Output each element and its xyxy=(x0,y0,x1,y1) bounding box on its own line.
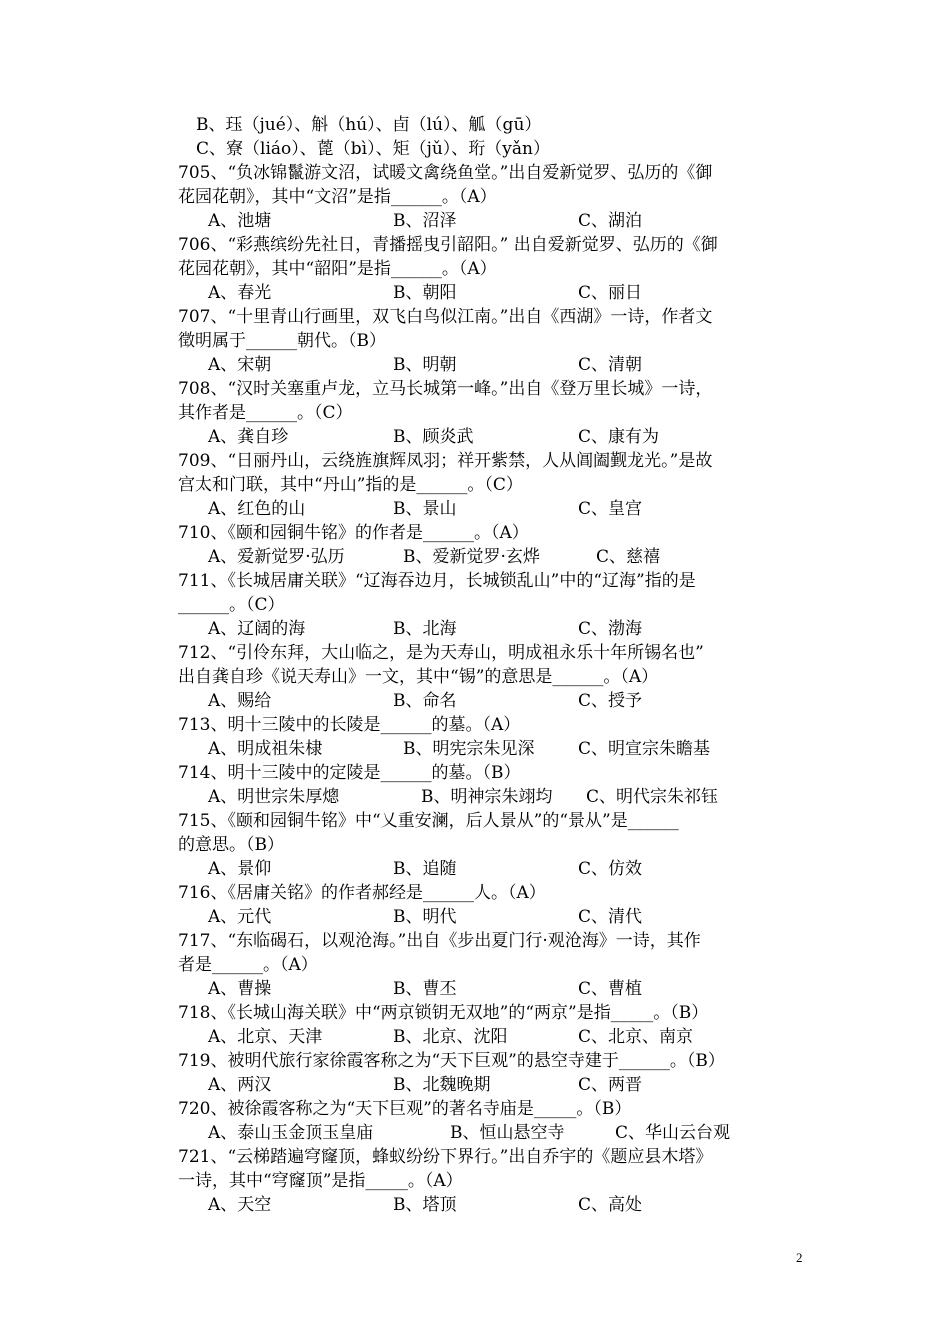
answer-options xyxy=(178,905,778,929)
question-text-continued: 一诗，其中“穹窿顶”是指_____。（A） xyxy=(178,1171,463,1191)
question-list xyxy=(178,113,778,1217)
answer-options xyxy=(178,1073,778,1097)
answer-options xyxy=(178,137,778,161)
question-text: 707、“十里青山行画里，双飞白鸟似江南。”出自《西湖》一诗，作者文 xyxy=(178,307,713,327)
answer-option: C、清朝 xyxy=(578,355,643,375)
answer-options xyxy=(178,209,778,233)
answer-options xyxy=(178,1121,778,1145)
answer-option: C、清代 xyxy=(578,907,643,927)
question-text: 721、“云梯踏遍穹窿顶，蜂蚁纷纷下界行。”出自乔宇的《题应县木塔》 xyxy=(178,1147,713,1167)
answer-options xyxy=(178,785,778,809)
answer-option: A、爱新觉罗·弘历 xyxy=(208,547,345,567)
question-text: 711、《长城居庸关联》“辽海吞边月，长城锁乱山”中的“辽海”指的是 xyxy=(178,571,696,591)
question-text-continued: 其作者是______。（C） xyxy=(178,403,353,423)
answer-option: A、宋朝 xyxy=(208,355,272,375)
question-text: 706、“彩燕缤纷先社日，青播摇曳引韶阳。” 出自爱新觉罗、弘历的《御 xyxy=(178,235,718,255)
answer-option: A、龚自珍 xyxy=(208,427,289,447)
answer-options xyxy=(178,689,778,713)
answer-option: C、渤海 xyxy=(578,619,643,639)
question-text: 718、《长城山海关联》中“两京锁钥无双地”的“两京”是指_____。（B） xyxy=(178,1003,709,1023)
answer-option: B、北海 xyxy=(393,619,457,639)
answer-option: B、北京、沈阳 xyxy=(393,1027,508,1047)
answer-option: B、朝阳 xyxy=(393,283,457,303)
answer-option: B、追随 xyxy=(393,859,457,879)
answer-options xyxy=(178,1025,778,1049)
answer-option: B、命名 xyxy=(393,691,457,711)
answer-options xyxy=(178,857,778,881)
answer-option: A、春光 xyxy=(208,283,272,303)
answer-option: C、仿效 xyxy=(578,859,643,879)
answer-option: C、华山云台观 xyxy=(615,1123,731,1143)
answer-option: B、明朝 xyxy=(393,355,457,375)
answer-option: B、沼泽 xyxy=(393,211,457,231)
answer-option: C、两晋 xyxy=(578,1075,643,1095)
answer-options xyxy=(178,497,778,521)
question-text: 708、“汉时关塞重卢龙，立马长城第一峰。”出自《登万里长城》一诗， xyxy=(178,379,713,399)
answer-option: A、两汉 xyxy=(208,1075,272,1095)
answer-option: B、珏（jué）、斛（hú）、卣（lú）、觚（gū） xyxy=(196,115,542,135)
answer-option: A、池塘 xyxy=(208,211,272,231)
answer-options xyxy=(178,281,778,305)
answer-option: B、明宪宗朱见深 xyxy=(403,739,535,759)
question-text-continued: 花园花朝》，其中“文沼”是指______。（A） xyxy=(178,187,497,207)
answer-option: C、明代宗朱祁钰 xyxy=(586,787,719,807)
question-text-continued: 花园花朝》，其中“韶阳”是指______。（A） xyxy=(178,259,497,279)
question-text-continued: 宫太和门联，其中“丹山”指的是______。（C） xyxy=(178,475,523,495)
page-number: 2 xyxy=(796,1250,803,1265)
answer-option: B、顾炎武 xyxy=(393,427,474,447)
question-text-continued: 的意思。（B） xyxy=(178,835,284,855)
question-text-continued: ______。（C） xyxy=(178,595,285,615)
answer-option: C、湖泊 xyxy=(578,211,643,231)
answer-option: C、高处 xyxy=(578,1195,643,1215)
answer-option: C、皇宫 xyxy=(578,499,643,519)
answer-option: B、景山 xyxy=(393,499,457,519)
answer-option: A、明世宗朱厚熜 xyxy=(208,787,340,807)
answer-option: A、北京、天津 xyxy=(208,1027,323,1047)
answer-options xyxy=(178,737,778,761)
answer-option: C、康有为 xyxy=(578,427,660,447)
question-text-continued: 出自龚自珍《说天寿山》一文，其中“锡”的意思是______。（A） xyxy=(178,667,659,687)
question-text: 710、《颐和园铜牛铭》的作者是______。（A） xyxy=(178,523,529,543)
answer-option: B、爱新觉罗·玄烨 xyxy=(403,547,540,567)
answer-option: B、塔顶 xyxy=(393,1195,457,1215)
question-text: 713、明十三陵中的长陵是______的墓。（A） xyxy=(178,715,521,735)
answer-options xyxy=(178,113,778,137)
answer-options xyxy=(178,1193,778,1217)
answer-option: B、恒山悬空寺 xyxy=(450,1123,565,1143)
question-text: 715、《颐和园铜牛铭》中“乂重安澜，后人景从”的“景从”是______ xyxy=(178,811,679,831)
question-text: 719、被明代旅行家徐霞客称之为“天下巨观”的悬空寺建于______。（B） xyxy=(178,1051,725,1071)
answer-options xyxy=(178,425,778,449)
question-text: 709、“日丽丹山，云绕旌旗辉凤羽；祥开紫禁，人从阊阖觐龙光。”是故 xyxy=(178,451,713,471)
answer-option: C、丽日 xyxy=(578,283,643,303)
question-text: 714、明十三陵中的定陵是______的墓。（B） xyxy=(178,763,521,783)
answer-option: A、元代 xyxy=(208,907,272,927)
question-text: 720、被徐霞客称之为“天下巨观”的著名寺庙是_____。（B） xyxy=(178,1099,632,1119)
answer-option: C、授予 xyxy=(578,691,643,711)
answer-option: B、曹丕 xyxy=(393,979,457,999)
answer-option: B、北魏晚期 xyxy=(393,1075,491,1095)
answer-option: A、曹操 xyxy=(208,979,272,999)
answer-option: B、明神宗朱翊均 xyxy=(421,787,553,807)
question-text: 712、“引伶东拜，大山临之，是为天寿山，明成祖永乐十年所锡名也” xyxy=(178,643,704,663)
answer-options xyxy=(178,353,778,377)
answer-option: A、赐给 xyxy=(208,691,272,711)
answer-option: A、天空 xyxy=(208,1195,272,1215)
question-text: 705、“负冰锦鬣游文沼，试暖文禽绕鱼堂。”出自爱新觉罗、弘历的《御 xyxy=(178,163,713,183)
answer-options xyxy=(178,617,778,641)
question-text-continued: 徵明属于______朝代。（B） xyxy=(178,331,386,351)
answer-option: A、明成祖朱棣 xyxy=(208,739,323,759)
answer-option: A、泰山玉金顶玉皇庙 xyxy=(208,1123,374,1143)
answer-options xyxy=(178,977,778,1001)
answer-option: A、红色的山 xyxy=(208,499,306,519)
answer-option: C、慈禧 xyxy=(596,547,661,567)
question-text: 717、“东临碣石，以观沧海。”出自《步出夏门行·观沧海》一诗，其作 xyxy=(178,931,701,951)
answer-option: C、明宣宗朱瞻基 xyxy=(578,739,711,759)
answer-option: C、寮（liáo）、蓖（bì）、矩（jǔ）、珩（yǎn） xyxy=(196,139,550,159)
answer-option: A、辽阔的海 xyxy=(208,619,306,639)
answer-option: C、曹植 xyxy=(578,979,643,999)
answer-option: B、明代 xyxy=(393,907,457,927)
answer-options xyxy=(178,545,778,569)
question-text-continued: 者是______。（A） xyxy=(178,955,318,975)
question-text: 716、《居庸关铭》的作者郝经是______人。（A） xyxy=(178,883,546,903)
answer-option: C、北京、南京 xyxy=(578,1027,694,1047)
answer-option: A、景仰 xyxy=(208,859,272,879)
